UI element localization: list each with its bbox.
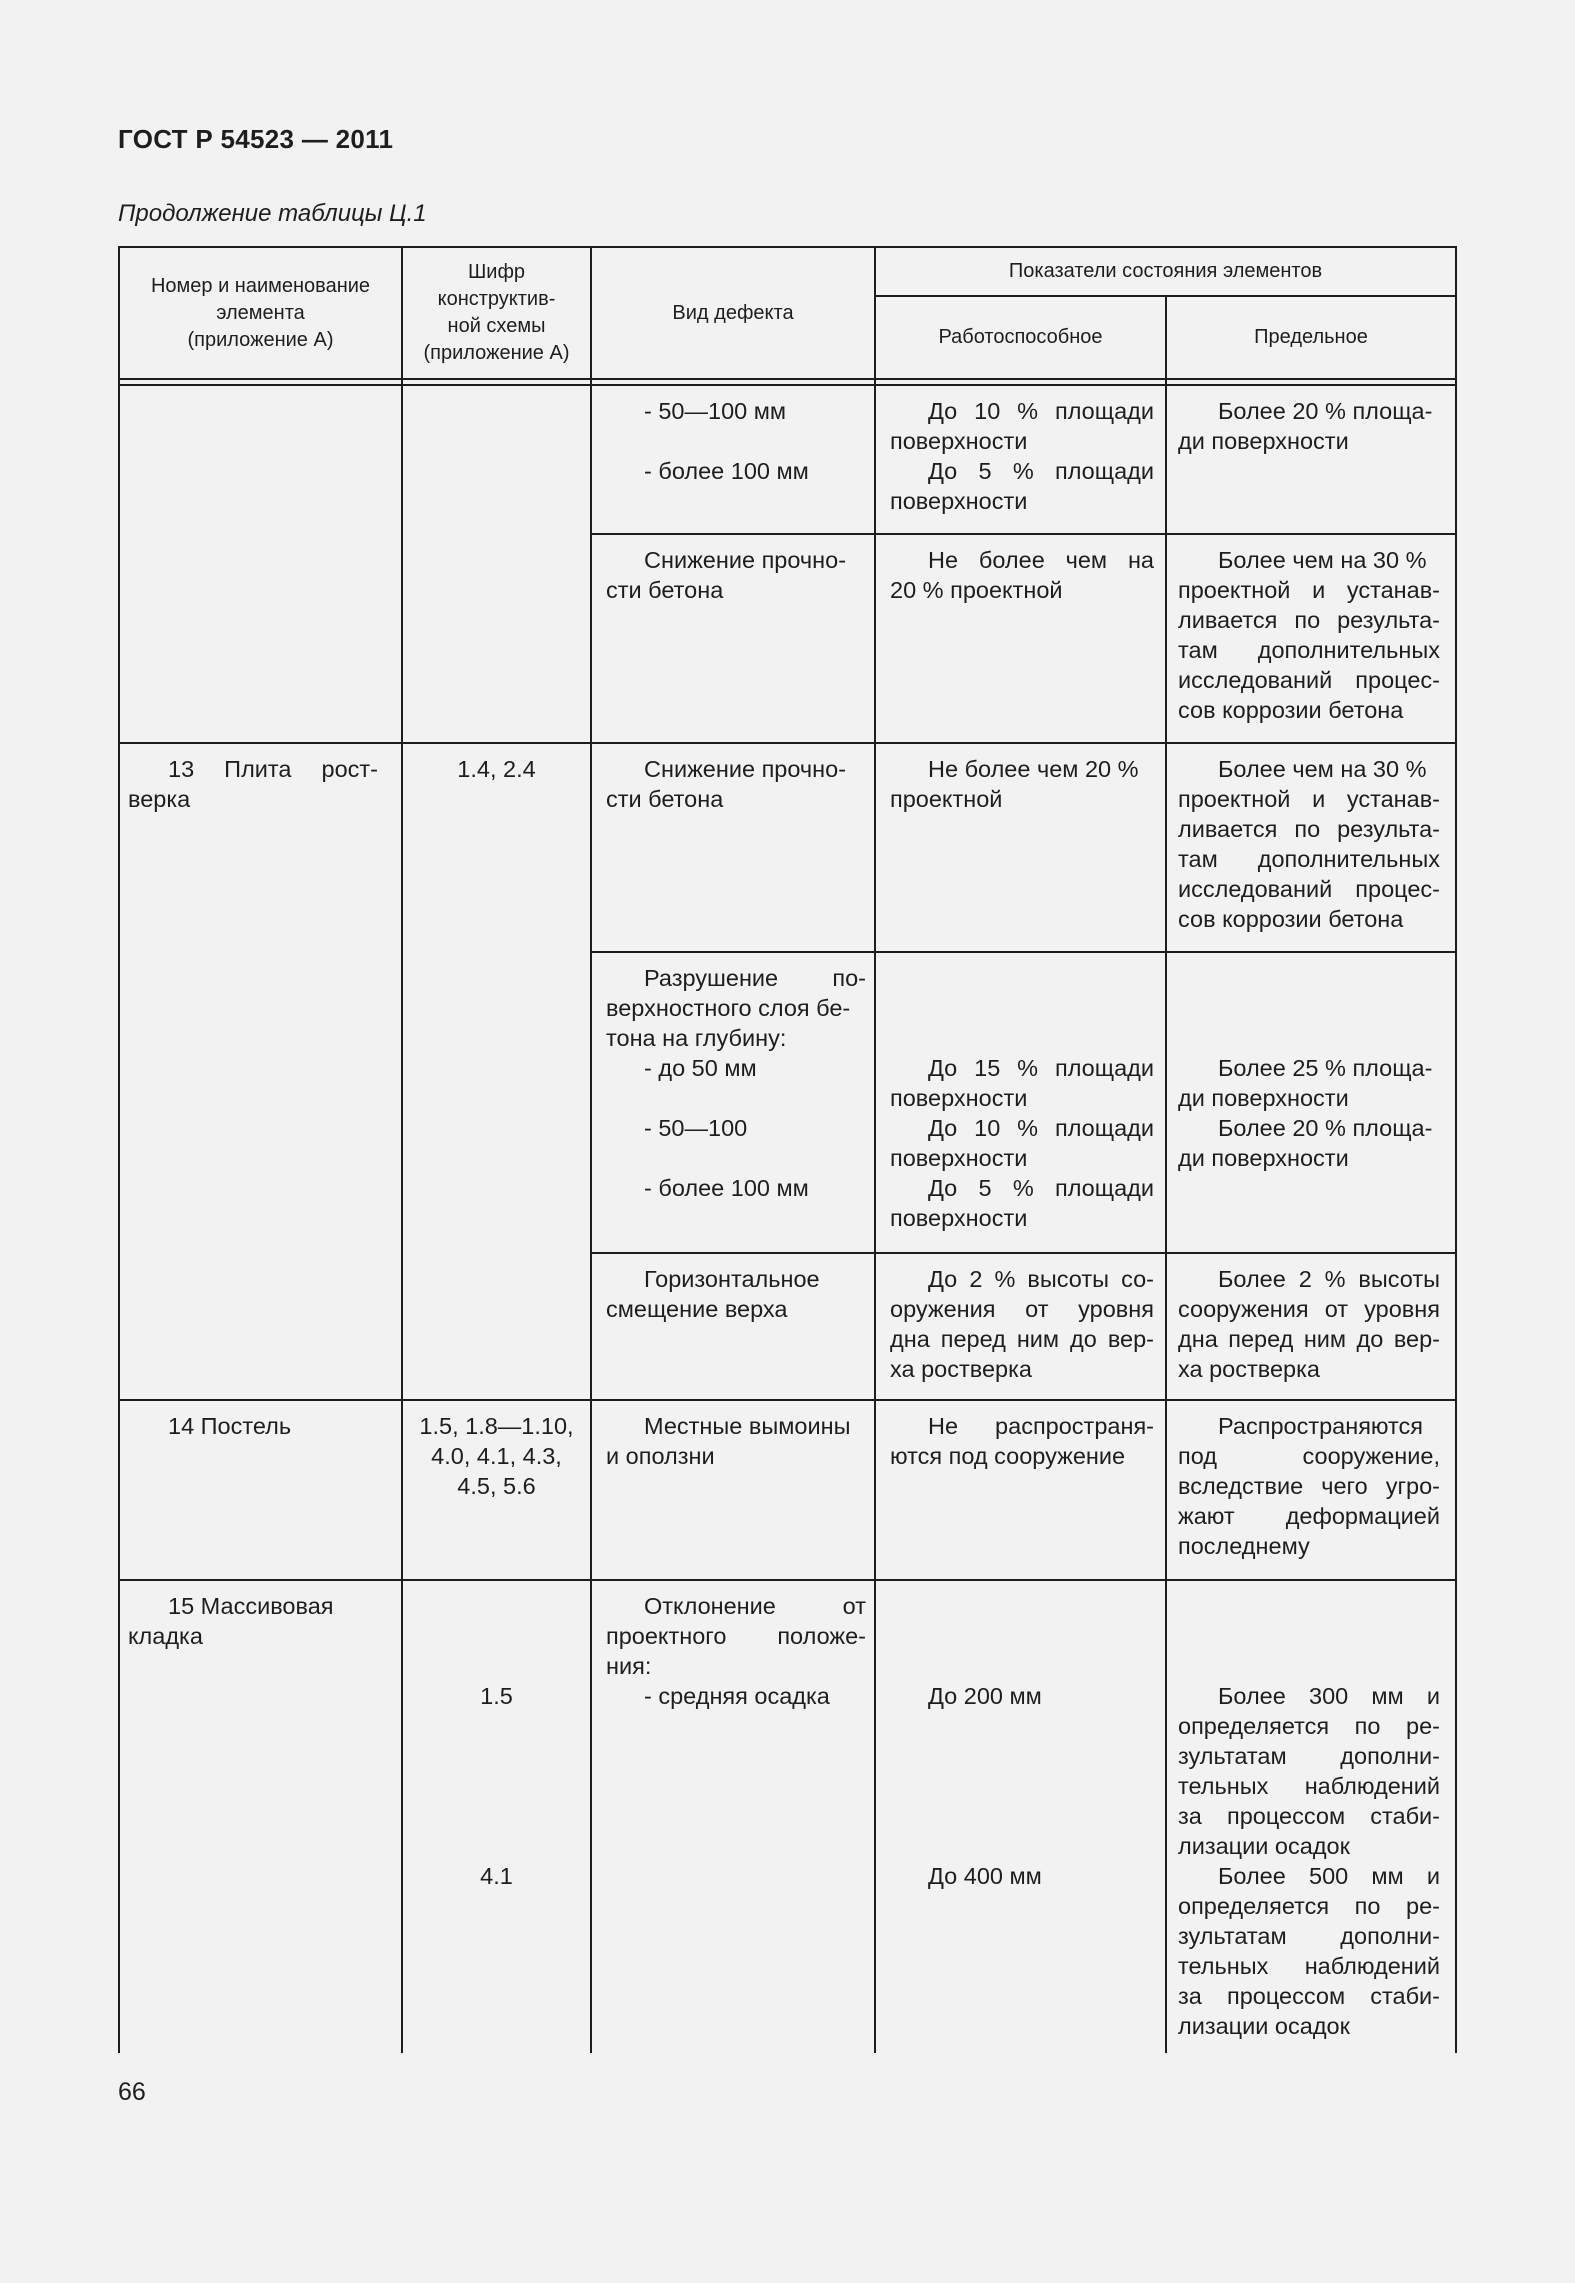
r4-working xyxy=(890,963,1154,1233)
r7-working-b: До 400 мм xyxy=(928,1863,1042,1889)
cell-line: Не более чем 20 % xyxy=(928,756,1139,782)
cell-line: лизации осадок xyxy=(1178,1833,1350,1859)
cell-line: Снижение прочно- xyxy=(644,547,847,573)
cell-line: 1.5, 1.8—1.10, xyxy=(419,1413,574,1439)
table-border-right xyxy=(1455,246,1457,2053)
header-line: (приложение А) xyxy=(423,342,570,364)
row-divider xyxy=(118,1579,1457,1581)
cell-line: сов коррозии бетона xyxy=(1178,906,1404,932)
cell-line: зультатам дополни- xyxy=(1178,1923,1440,1949)
r4-defect xyxy=(606,963,866,1203)
table-border-left xyxy=(118,246,120,2053)
cell-line: До 10 % площади xyxy=(928,398,1154,424)
r2-working xyxy=(890,545,1154,605)
cell-line: кладка xyxy=(128,1623,203,1649)
cell-line: поверхности xyxy=(890,428,1028,454)
header-limit: Предельное xyxy=(1254,326,1368,348)
row-divider xyxy=(118,742,1457,744)
header-line: Номер и наименование xyxy=(150,274,371,297)
cell-line xyxy=(1178,993,1440,1023)
cell-line: До 5 % площади xyxy=(928,1175,1154,1201)
row-divider xyxy=(118,1399,1457,1401)
cell-line xyxy=(890,993,1154,1023)
row-divider xyxy=(590,951,1457,953)
r1-defect xyxy=(644,396,864,486)
header-code xyxy=(403,248,590,378)
cell-line: ются под сооружение xyxy=(890,1443,1126,1469)
cell-line: ливается по результа- xyxy=(1178,816,1440,842)
document-header: ГОСТ Р 54523 — 2011 xyxy=(118,124,394,154)
cell-line xyxy=(890,963,1154,993)
cell-line xyxy=(606,1143,866,1173)
cell-line: Более 500 мм и xyxy=(1218,1863,1440,1889)
cell-line: ди поверхности xyxy=(1178,1085,1349,1111)
cell-line: Горизонтальное xyxy=(644,1266,820,1292)
cell-line xyxy=(644,426,864,456)
header-working: Работоспособное xyxy=(938,326,1103,348)
cell-line xyxy=(606,1083,866,1113)
r7-defect xyxy=(606,1591,866,1711)
r2-defect xyxy=(606,545,866,605)
cell-line: поверхности xyxy=(890,488,1028,514)
r3-working xyxy=(890,754,1154,814)
cell-line: Не более чем на xyxy=(928,547,1154,573)
header-line: ной схемы xyxy=(447,315,546,337)
cell-line: верка xyxy=(128,786,191,812)
cell-line: сооружения от уровня xyxy=(1178,1296,1440,1322)
r4-limit xyxy=(1178,963,1440,1173)
cell-line: жают деформацией xyxy=(1178,1503,1440,1529)
cell-line xyxy=(890,1023,1154,1053)
cell-line: поверхности xyxy=(890,1205,1028,1231)
cell-line: До 2 % высоты со- xyxy=(928,1266,1154,1292)
header-line: элемента xyxy=(216,301,305,324)
cell-line: тельных наблюдений xyxy=(1178,1953,1440,1979)
cell-line: зультатам дополни- xyxy=(1178,1743,1440,1769)
cell-line: 4.5, 5.6 xyxy=(457,1473,536,1499)
cell-line: исследований процес- xyxy=(1178,667,1440,693)
r6-working xyxy=(890,1411,1154,1471)
cell-line: проектного положе- xyxy=(606,1623,866,1649)
cell-line: за процессом стаби- xyxy=(1178,1983,1440,2009)
cell-line: там дополнительных xyxy=(1178,846,1440,872)
cell-line xyxy=(1178,1023,1440,1053)
r3-defect xyxy=(606,754,866,814)
cell-line: проектной и устанав- xyxy=(1178,786,1440,812)
r7-code-b: 4.1 xyxy=(480,1863,513,1889)
cell-line: Более 2 % высоты xyxy=(1218,1266,1440,1292)
r7-limit-b xyxy=(1178,1861,1440,2041)
cell-line: Отклонение от xyxy=(644,1593,866,1619)
row-divider xyxy=(590,533,1457,535)
row-divider xyxy=(590,1252,1457,1254)
cell-line: ди поверхности xyxy=(1178,1145,1349,1171)
cell-line: Снижение прочно- xyxy=(644,756,847,782)
cell-line: Более чем на 30 % xyxy=(1218,547,1427,573)
r7-limit-a xyxy=(1178,1681,1440,1861)
r1-working xyxy=(890,396,1154,516)
header-line: Шифр xyxy=(467,261,526,283)
cell-line: оружения от уровня xyxy=(890,1296,1154,1322)
cell-line: - средняя осадка xyxy=(644,1683,830,1709)
cell-line: дна перед ним до вер- xyxy=(1178,1326,1440,1352)
cell-line: ха ростверка xyxy=(890,1356,1032,1382)
column-divider xyxy=(401,246,403,2053)
cell-line: 4.0, 4.1, 4.3, xyxy=(431,1443,562,1469)
cell-line: сов коррозии бетона xyxy=(1178,697,1404,723)
header-defect: Вид дефекта xyxy=(672,301,794,324)
cell-line: Более чем на 30 % xyxy=(1218,756,1427,782)
cell-line: сти бетона xyxy=(606,577,724,603)
cell-line: исследований процес- xyxy=(1178,876,1440,902)
r2-limit xyxy=(1178,545,1440,725)
cell-line: определяется по ре- xyxy=(1178,1893,1440,1919)
cell-line: последнему xyxy=(1178,1533,1310,1559)
cell-line: Не распространя- xyxy=(928,1413,1154,1439)
r6-element xyxy=(128,1411,378,1441)
cell-line: тельных наблюдений xyxy=(1178,1773,1440,1799)
cell-line: До 5 % площади xyxy=(928,458,1154,484)
cell-line: Разрушение по- xyxy=(644,965,866,991)
cell-line: 14 Постель xyxy=(168,1413,292,1439)
cell-line: сти бетона xyxy=(606,786,724,812)
header-divider xyxy=(118,378,1457,380)
cell-line: там дополнительных xyxy=(1178,637,1440,663)
r7-working-a: До 200 мм xyxy=(928,1683,1042,1709)
r5-limit xyxy=(1178,1264,1440,1384)
r3-limit xyxy=(1178,754,1440,934)
r5-defect xyxy=(606,1264,866,1324)
cell-line: - до 50 мм xyxy=(644,1055,757,1081)
cell-line: лизации осадок xyxy=(1178,2013,1350,2039)
header-indicators: Показатели состояния элементов xyxy=(1008,260,1323,282)
r7-element xyxy=(128,1591,378,1651)
r3-code: 1.4, 2.4 xyxy=(457,756,536,782)
cell-line: поверхности xyxy=(890,1085,1028,1111)
cell-line: смещение верха xyxy=(606,1296,788,1322)
cell-line: за процессом стаби- xyxy=(1178,1803,1440,1829)
r1-limit xyxy=(1178,396,1440,456)
cell-line: До 10 % площади xyxy=(928,1115,1154,1141)
r6-defect xyxy=(606,1411,866,1471)
column-divider xyxy=(590,246,592,2053)
cell-line: Более 25 % площа- xyxy=(1218,1055,1433,1081)
cell-line: До 15 % площади xyxy=(928,1055,1154,1081)
r3-element xyxy=(128,754,378,814)
table-caption: Продолжение таблицы Ц.1 xyxy=(118,200,427,227)
cell-line: определяется по ре- xyxy=(1178,1713,1440,1739)
cell-line: - 50—100 мм xyxy=(644,398,787,424)
cell-line: ния: xyxy=(606,1653,652,1679)
r7-code-a: 1.5 xyxy=(480,1683,513,1709)
cell-line: - более 100 мм xyxy=(644,458,809,484)
header-element xyxy=(120,248,401,378)
cell-line: поверхности xyxy=(890,1145,1028,1171)
header-line: (приложение А) xyxy=(187,328,334,351)
cell-line: Более 20 % площа- xyxy=(1218,1115,1433,1141)
cell-line: - более 100 мм xyxy=(644,1175,809,1201)
cell-line xyxy=(1178,963,1440,993)
header-divider-double xyxy=(118,384,1457,386)
cell-line: Распространяются xyxy=(1218,1413,1424,1439)
cell-line: 15 Массивовая xyxy=(168,1593,334,1619)
cell-line: под сооружение, xyxy=(1178,1443,1440,1469)
cell-line: ха ростверка xyxy=(1178,1356,1320,1382)
cell-line: проектной и устанав- xyxy=(1178,577,1440,603)
page-number: 66 xyxy=(118,2078,146,2106)
r5-working xyxy=(890,1264,1154,1384)
column-divider xyxy=(874,246,876,2053)
r6-limit xyxy=(1178,1411,1440,1561)
cell-line: дна перед ним до вер- xyxy=(890,1326,1154,1352)
cell-line: - 50—100 xyxy=(644,1115,748,1141)
cell-line: 13 Плита рост- xyxy=(168,756,378,782)
cell-line: и оползни xyxy=(606,1443,715,1469)
header-line: конструктив- xyxy=(437,288,556,310)
cell-line: ливается по результа- xyxy=(1178,607,1440,633)
column-divider xyxy=(1165,295,1167,2053)
cell-line: вследствие чего угро- xyxy=(1178,1473,1440,1499)
r6-code xyxy=(403,1411,590,1501)
cell-line: ди поверхности xyxy=(1178,428,1349,454)
cell-line: 20 % проектной xyxy=(890,577,1063,603)
cell-line: тона на глубину: xyxy=(606,1025,787,1051)
cell-line: Более 300 мм и xyxy=(1218,1683,1440,1709)
cell-line: Более 20 % площа- xyxy=(1218,398,1433,424)
cell-line: Местные вымоины xyxy=(644,1413,851,1439)
cell-line: проектной xyxy=(890,786,1003,812)
cell-line: верхностного слоя бе- xyxy=(606,995,851,1021)
